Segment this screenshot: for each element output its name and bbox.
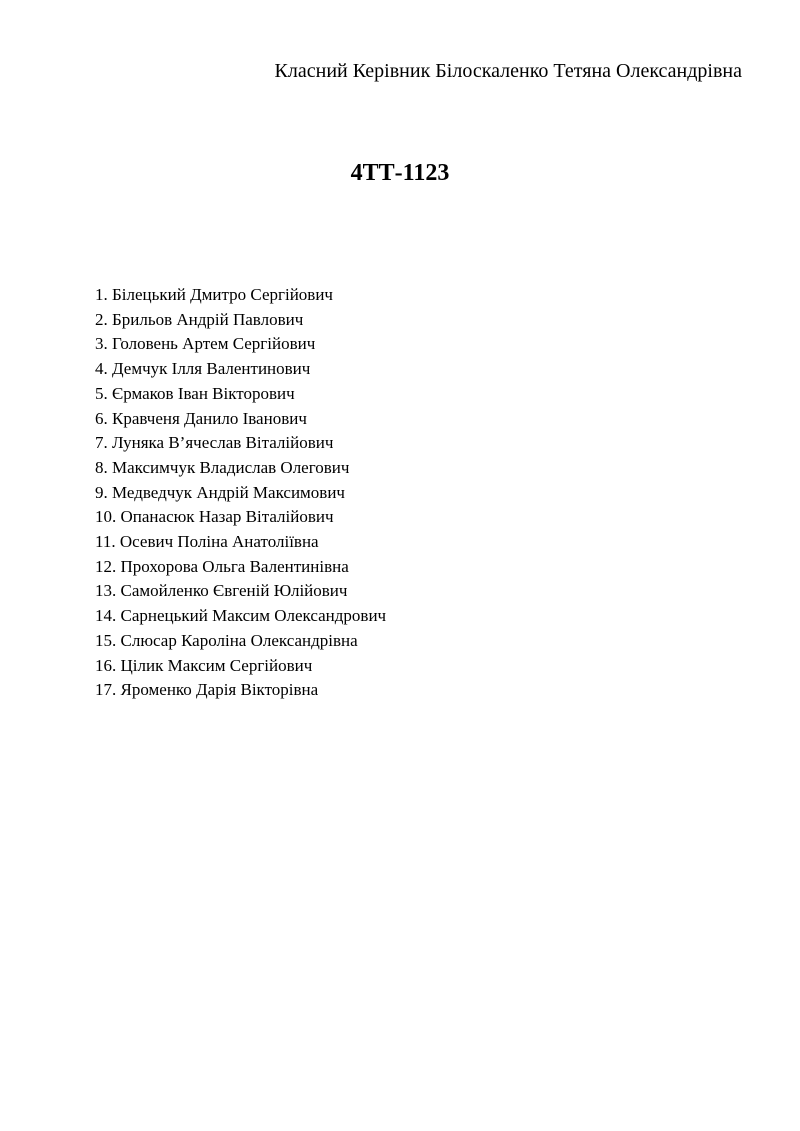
list-item <box>95 555 386 580</box>
student-name: Білецький Дмитро Сергійович <box>112 285 333 304</box>
student-number: 7. <box>95 433 108 453</box>
student-list <box>95 283 386 703</box>
list-item <box>95 678 386 703</box>
student-name: Кравченя Данило Іванович <box>112 408 307 428</box>
student-number: 8. <box>95 457 108 477</box>
list-item <box>95 629 386 654</box>
student-name: Опанасюк Назар Віталійович <box>120 507 334 527</box>
list-item <box>95 382 386 407</box>
list-item <box>95 283 386 308</box>
student-name: Прохорова Ольга Валентинівна <box>120 556 349 576</box>
group-title: 4ТТ-1123 <box>350 160 450 186</box>
list-item <box>95 579 386 604</box>
list-item <box>95 456 386 481</box>
student-name: Брильов Андрій Павлович <box>112 309 304 329</box>
student-name: Максимчук Владислав Олегович <box>112 457 350 477</box>
student-number: 11. <box>95 532 116 552</box>
student-number: 5. <box>95 383 108 403</box>
list-item <box>95 308 386 333</box>
student-name: Яроменко Дарія Вікторівна <box>120 680 319 700</box>
student-number: 12. <box>95 556 117 576</box>
student-name: Самойленко Євгеній Юлійович <box>120 581 348 601</box>
student-name: Головень Артем Сергійович <box>112 334 316 354</box>
student-number: 2. <box>95 309 108 329</box>
student-number: 4. <box>95 359 108 379</box>
student-number: 13. <box>95 581 117 601</box>
class-teacher-line: Класний Керівник Білоскаленко Тетяна Олександрівна <box>274 60 742 82</box>
list-item <box>95 654 386 679</box>
student-name: Медведчук Андрій Максимович <box>112 482 345 502</box>
list-item <box>95 505 386 530</box>
student-name: Осевич Поліна Анатоліївна <box>119 532 319 552</box>
student-number: 15. <box>95 630 117 650</box>
student-number: 14. <box>95 606 117 626</box>
student-name: Луняка В’ячеслав Віталійович <box>112 433 334 453</box>
student-number: 17. <box>95 680 117 700</box>
student-name: Демчук Ілля Валентинович <box>112 359 311 379</box>
list-item <box>95 604 386 629</box>
student-number: 3. <box>95 334 108 354</box>
list-item <box>95 481 386 506</box>
list-item <box>95 357 386 382</box>
list-item <box>95 407 386 432</box>
student-number: 6. <box>95 408 108 428</box>
student-name: Слюсар Кароліна Олександрівна <box>120 630 358 650</box>
student-name: Сарнецький Максим Олександрович <box>120 606 387 626</box>
student-number: 10. <box>95 507 117 527</box>
list-item <box>95 332 386 357</box>
list-item <box>95 431 386 456</box>
student-number: 9. <box>95 482 108 502</box>
list-item <box>95 530 386 555</box>
student-name: Єрмаков Іван Вікторович <box>112 383 295 403</box>
student-number: 1. <box>95 285 108 304</box>
student-name: Цілик Максим Сергійович <box>120 655 313 675</box>
student-number: 16. <box>95 655 117 675</box>
